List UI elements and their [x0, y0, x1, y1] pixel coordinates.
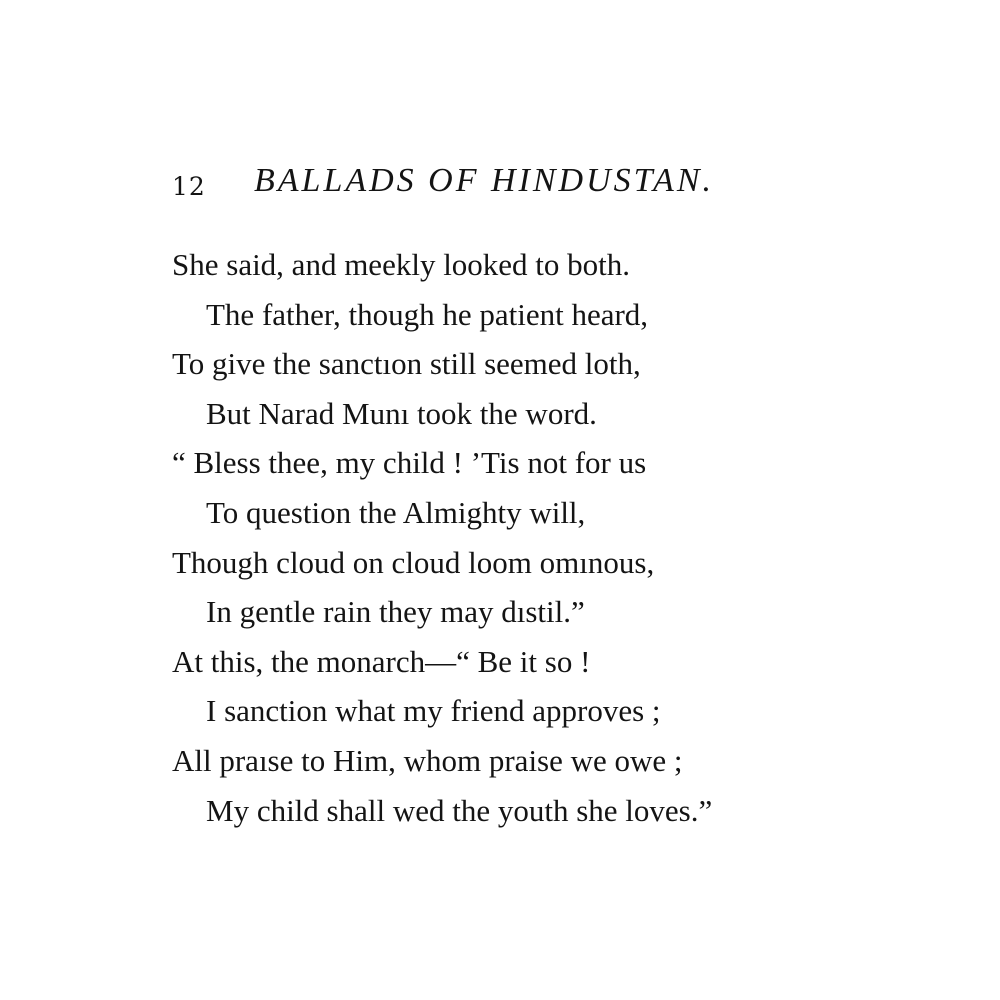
running-title: BALLADS OF HINDUSTAN. — [254, 162, 714, 199]
verse-line: But Narad Munı took the word. — [206, 395, 597, 431]
page-number: 12 — [172, 172, 206, 201]
verse-line: All praıse to Him, whom praise we owe ; — [172, 742, 683, 778]
verse-line: At this, the monarch—“ Be it so ! — [172, 643, 591, 679]
verse-line: To question the Almighty will, — [206, 494, 586, 530]
verse-line: “ Bless thee, my child ! ’Tis not for us — [172, 445, 647, 481]
verse-line: My child shall wed the youth she loves.” — [206, 792, 713, 828]
verse-line: In gentle rain they may dıstil.” — [206, 594, 585, 630]
poem-stanza — [172, 240, 872, 835]
verse-line: Though cloud on cloud loom omınous, — [172, 544, 655, 580]
verse-line: She said, and meekly looked to both. — [172, 247, 631, 282]
verse-line: The father, though he patient heard, — [206, 296, 649, 332]
verse-line: To give the sanctıon still seemed loth, — [172, 346, 641, 382]
page-header — [172, 160, 872, 210]
verse-line: I sanction what my friend approves ; — [206, 693, 661, 729]
